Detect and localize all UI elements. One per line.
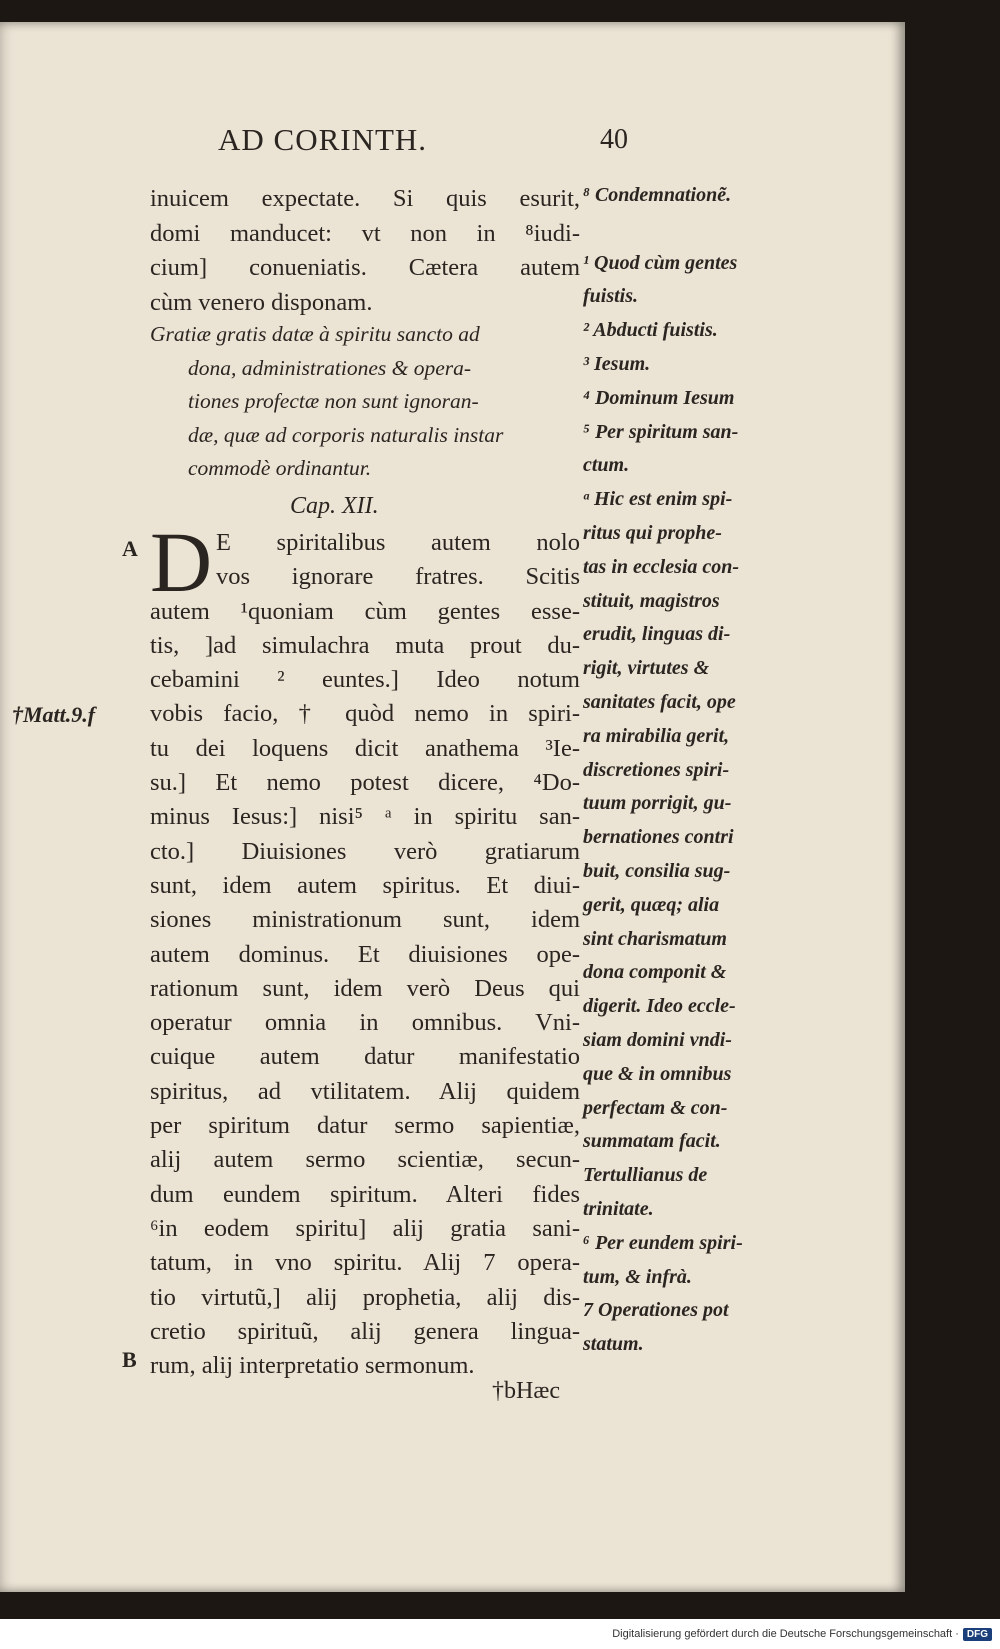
note-line: perfectam & con- [583, 1096, 728, 1119]
digitization-footer [0, 1619, 1000, 1649]
note-line: stituit, magistros [583, 589, 720, 612]
main-text-top [150, 182, 580, 320]
note-line: sanitates facit, ope [583, 690, 736, 713]
body-line: tis, ]ad simulachra muta prout du- [150, 631, 580, 659]
body-line: minus Iesus:] nisi⁵ ᵃ in spiritu san- [150, 803, 580, 831]
note-line: digerit. Ideo eccle- [583, 995, 736, 1018]
note-line: siam domini vndi- [583, 1028, 732, 1051]
body-line: dum eundem spiritum. Alteri fides [150, 1180, 580, 1208]
text-line: cium] conueniatis. Cætera autem [150, 254, 580, 281]
text-line: inuicem expectate. Si quis esurit, [150, 185, 580, 212]
body-line: sunt, idem autem spiritus. Et diui- [150, 871, 580, 899]
marginal-notes [583, 179, 798, 1362]
note-line: rigit, virtutes & [583, 657, 710, 680]
body-line: cto.] Diuisiones verò gratiarum [150, 837, 580, 865]
body-line: tu dei loquens dicit anathema ³Ie- [150, 734, 580, 762]
note-line: ctum. [583, 454, 630, 477]
note-line: Tertullianus de [583, 1164, 708, 1187]
note-line: ⁵ Per spiritum san- [583, 420, 739, 443]
note-line: sint charismatum [583, 927, 727, 950]
note-line: trinitate. [583, 1197, 654, 1220]
body-line: spiritus, ad vtilitatem. Alij quidem [150, 1077, 580, 1105]
body-line: siones ministrationum sunt, idem [150, 906, 580, 934]
section-marker-b: B [122, 1347, 137, 1372]
body-line: E spiritalibus autem nolo [216, 529, 580, 556]
body-line: cuique autem datur manifestatio [150, 1043, 580, 1071]
note-line: bernationes contri [583, 826, 734, 849]
note-line: buit, consilia sug- [583, 859, 731, 882]
chapter-summary [150, 318, 580, 486]
body-line: rum, alij interpretatio sermonum. [150, 1352, 475, 1380]
book-page [0, 22, 905, 1592]
body-line: vos ignorare fratres. Scitis [216, 563, 580, 591]
note-line: 7 Operationes pot [583, 1299, 729, 1322]
note-line: ritus qui prophe- [583, 521, 722, 544]
note-line: discretiones spiri- [583, 758, 730, 781]
note-line: dona componit & [583, 961, 727, 984]
note-line: ³ Iesum. [583, 352, 651, 375]
catchword: †bHæc [492, 1378, 560, 1404]
note-line: fuistis. [583, 285, 639, 308]
note-line: ra mirabilia gerit, [583, 724, 730, 747]
body-line: ⁶in eodem spiritu] alij gratia sani- [150, 1214, 580, 1242]
note-line: ⁴ Dominum Iesum [583, 386, 735, 409]
note-line: erudit, linguas di- [583, 623, 731, 646]
summary-line: dona, administrationes & opera- [188, 355, 472, 380]
note-line: tas in ecclesia con- [583, 555, 740, 578]
section-marker-a: A [122, 536, 138, 561]
body-line: cebamini ² euntes.] Ideo notum [150, 666, 580, 694]
summary-line: Gratiæ gratis datæ à spiritu sancto ad [150, 322, 480, 346]
note-line: ² Abducti fuistis. [583, 319, 718, 342]
note-line: que & in omnibus [583, 1062, 732, 1085]
chapter-heading: Cap. XII. [290, 493, 379, 519]
body-line: cretio spirituũ, alij genera lingua- [150, 1317, 580, 1345]
body-line: vobis facio, † quòd nemo in spiri- [150, 700, 580, 728]
summary-line: commodè ordinantur. [188, 456, 372, 480]
note-line: gerit, quæq; alia [583, 893, 720, 916]
running-header: AD CORINTH. [218, 122, 428, 157]
body-line: tatum, in vno spiritu. Alij 7 opera- [150, 1249, 580, 1277]
body-line: su.] Et nemo potest dicere, ⁴Do- [150, 769, 580, 797]
note-line: ¹ Quod cùm gentes [583, 251, 738, 274]
summary-line: tiones profectæ non sunt ignoran- [188, 389, 479, 413]
body-line: per spiritum datur sermo sapientiæ, [150, 1112, 580, 1140]
note-line: statum. [583, 1333, 644, 1356]
body-line: alij autem sermo scientiæ, secun- [150, 1146, 580, 1174]
note-line [583, 213, 798, 247]
footer-text: Digitalisierung gefördert durch die Deutsche Forschungsgemeinschaft · [612, 1628, 959, 1640]
body-line: autem ¹quoniam cùm gentes esse- [150, 597, 580, 625]
summary-line: dæ, quæ ad corporis naturalis instar [188, 422, 504, 447]
note-line: tum, & infrà. [583, 1265, 692, 1288]
dfg-logo: DFG [963, 1628, 992, 1641]
body-line: autem dominus. Et diuisiones ope- [150, 940, 580, 968]
note-line: ⁸ Condemnationẽ. [583, 184, 732, 206]
text-line: cùm venero disponam. [150, 288, 373, 316]
body-line: tio virtutũ,] alij prophetia, alij dis- [150, 1283, 580, 1311]
cross-reference: †Matt.9.f [12, 702, 96, 727]
drop-cap: D [150, 514, 213, 610]
chapter-body [150, 514, 580, 1383]
note-line: tuum porrigit, gu- [583, 792, 732, 815]
note-line: ᵃ Hic est enim spi- [583, 488, 733, 511]
text-line: domi manducet: vt non in ⁸iudi- [150, 219, 580, 247]
body-line: operatur omnia in omnibus. Vni- [150, 1009, 580, 1037]
page-number: 40 [600, 124, 628, 155]
note-line: ⁶ Per eundem spiri- [583, 1231, 743, 1254]
note-line: summatam facit. [583, 1130, 721, 1153]
body-line: rationum sunt, idem verò Deus qui [150, 974, 580, 1002]
